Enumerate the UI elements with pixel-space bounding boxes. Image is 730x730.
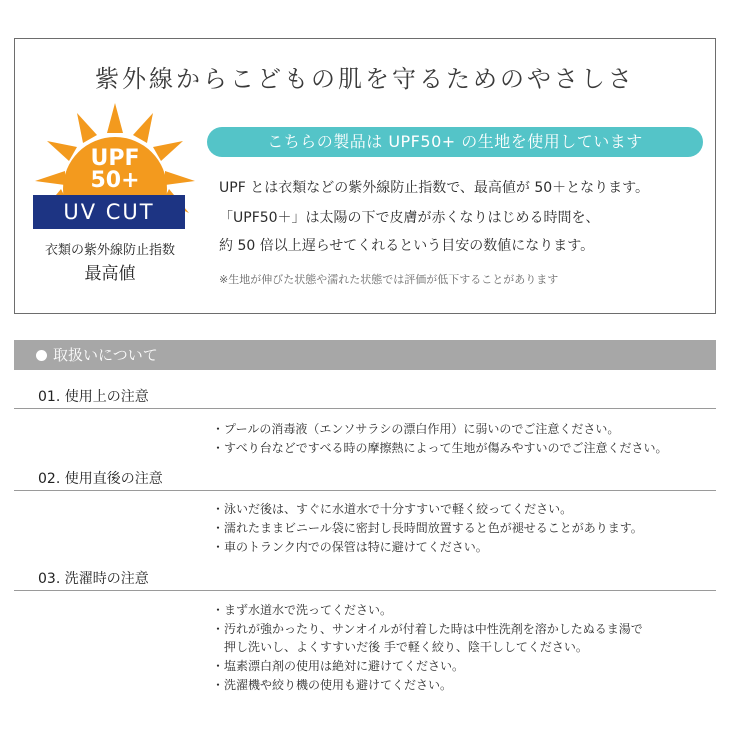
list-item: ・濡れたままビニール袋に密封し長時間放置すると色が褪せることがあります。 (212, 521, 643, 535)
description-line: UPF とは衣類などの紫外線防止指数で、最高値が 50＋となります。 (219, 180, 650, 196)
upf-label: UPF (90, 146, 140, 171)
list-item: ・車のトランク内での保管は特に避けてください。 (212, 540, 488, 554)
section-divider (14, 490, 716, 491)
badge-caption-max: 最高値 (84, 264, 136, 284)
list-item: ・まず水道水で洗ってください。 (212, 603, 393, 617)
handling-header-label: 取扱いについて (53, 346, 158, 364)
list-item: ・汚れが強かったり、サンオイルが付着した時は中性洗剤を溶かしたぬるま湯で (212, 622, 643, 636)
list-item: 押し洗いし、よくすすいだ後 手で軽く絞り、陰干ししてください。 (212, 640, 588, 654)
uv-info-panel (14, 38, 716, 314)
list-item: ・すべり台などですべる時の摩擦熱によって生地が傷みやすいのでご注意ください。 (212, 441, 668, 455)
fabric-banner: こちらの製品は UPF50+ の生地を使用しています (207, 127, 703, 157)
section-title-after-use: 02. 使用直後の注意 (38, 471, 163, 487)
uv-cut-band: UV CUT (33, 195, 185, 229)
section-title-usage: 01. 使用上の注意 (38, 389, 149, 405)
list-item: ・泳いだ後は、すぐに水道水で十分すすいで軽く絞ってください。 (212, 502, 573, 516)
description-line: 約 50 倍以上遅らせてくれるという目安の数値になります。 (219, 238, 595, 254)
uv-section-title: 紫外線からこどもの肌を守るためのやさしさ (95, 65, 635, 93)
list-item: ・塩素漂白剤の使用は絶対に避けてください。 (212, 659, 465, 673)
handling-header (14, 340, 716, 370)
section-divider (14, 408, 716, 409)
list-item: ・洗濯機や絞り機の使用も避けてください。 (212, 678, 453, 692)
badge-caption: 衣類の紫外線防止指数 (44, 243, 175, 258)
section-title-washing: 03. 洗濯時の注意 (38, 571, 149, 587)
list-item: ・プールの消毒液（エンソサラシの漂白作用）に弱いのでご注意ください。 (212, 422, 620, 436)
description-line: 「UPF50＋」は太陽の下で皮膚が赤くなりはじめる時間を、 (219, 210, 600, 226)
disclaimer-note: ※生地が伸びた状態や濡れた状態では評価が低下することがあります (219, 273, 559, 286)
section-divider (14, 590, 716, 591)
bullet-icon (36, 350, 47, 361)
upf-value: 50+ (90, 168, 140, 193)
